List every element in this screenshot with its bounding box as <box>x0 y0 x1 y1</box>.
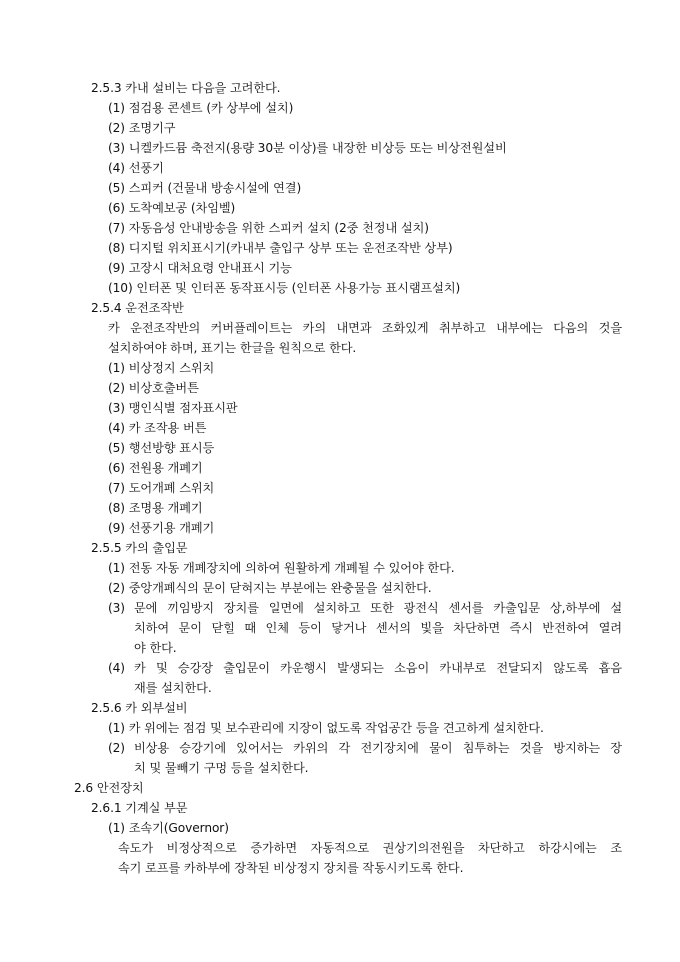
list-item-text: 비상용 승강기에 있어서는 카위의 각 전기장치에 물이 침투하는 것을 방지하는 장 <box>134 741 622 755</box>
list-item-text: 치하여 문이 닫힐 때 인체 등이 닿거나 센서의 빛을 차단하면 즉시 반전하여 열려 <box>134 621 622 635</box>
list-item: (3) 맹인식별 점자표시판 <box>108 401 238 415</box>
paragraph-line: 카 운전조작반의 커버플레이트는 카의 내면과 조화있게 취부하고 내부에는 다음의 것을 <box>108 321 622 335</box>
paragraph-line: 속기 로프를 카하부에 장착된 비상정지 장치를 작동시키도록 한다. <box>118 861 464 875</box>
list-item: (3) 니켈카드뮴 축전지(용량 30분 이상)를 내장한 비상등 또는 비상전원설비 <box>108 141 507 155</box>
list-item-number: (2) <box>108 741 125 755</box>
list-item: (9) 고장시 대처요령 안내표시 기능 <box>108 261 292 275</box>
list-item: (1) 점검용 콘센트 (카 상부에 설치) <box>108 101 294 115</box>
paragraph-line: 속도가 비정상적으로 증가하면 자동적으로 권상기의전원을 차단하고 하강시에는 조 <box>118 841 622 855</box>
list-item: (1) 카 위에는 점검 및 보수관리에 지장이 없도록 작업공간 등을 견고하게 설치한다. <box>108 721 544 735</box>
paragraph-line: 설치하여야 하며, 표기는 한글을 원칙으로 한다. <box>108 341 357 355</box>
list-item: (1) 전동 자동 개폐장치에 의하여 원활하게 개폐될 수 있어야 한다. <box>108 561 455 575</box>
list-item-number: (4) <box>108 661 125 675</box>
list-item: (1) 조속기(Governor) <box>108 821 229 835</box>
list-item: (7) 자동음성 안내방송을 위한 스피커 설치 (2중 천정내 설치) <box>108 221 429 235</box>
section-heading-2-5-4: 2.5.4 운전조작반 <box>91 301 184 315</box>
list-item: (2) 비상호출버튼 <box>108 381 199 395</box>
list-item: (5) 스피커 (건물내 방송시설에 연결) <box>108 181 302 195</box>
list-item: (6) 도착예보공 (차임벨) <box>108 201 236 215</box>
list-item: (7) 도어개폐 스위치 <box>108 481 215 495</box>
list-item: (10) 인터폰 및 인터폰 동작표시등 (인터폰 사용가능 표시램프설치) <box>108 281 461 295</box>
section-heading-2-6-1: 2.6.1 기계실 부문 <box>91 801 188 815</box>
list-item: (8) 조명용 개폐기 <box>108 501 203 515</box>
list-item: (6) 전원용 개폐기 <box>108 461 203 475</box>
list-item: (4) 선풍기 <box>108 161 164 175</box>
list-item: (5) 행선방향 표시등 <box>108 441 215 455</box>
list-item: (9) 선풍기용 개폐기 <box>108 521 215 535</box>
list-item-number: (3) <box>108 601 125 615</box>
list-item: (1) 비상정지 스위치 <box>108 361 215 375</box>
section-heading-2-6: 2.6 안전장치 <box>74 781 144 795</box>
list-item: (4) 카 조작용 버튼 <box>108 421 207 435</box>
list-item-text: 문에 끼임방지 장치를 일면에 설치하고 또한 광전식 센서를 카출입문 상,하부에 설 <box>134 601 622 615</box>
section-heading-2-5-5: 2.5.5 카의 출입문 <box>91 541 188 555</box>
section-heading-2-5-3: 2.5.3 카내 설비는 다음을 고려한다. <box>91 81 281 95</box>
list-item-text: 카 및 승강장 출입문이 카운행시 발생되는 소음이 카내부로 전달되지 않도록 흡음 <box>134 661 622 675</box>
list-item-text: 야 한다. <box>134 641 177 655</box>
list-item-text: 치 및 물빼기 구멍 등을 설치한다. <box>134 761 309 775</box>
list-item: (2) 중앙개폐식의 문이 닫혀지는 부분에는 완충물을 설치한다. <box>108 581 432 595</box>
section-heading-2-5-6: 2.5.6 카 외부설비 <box>91 701 188 715</box>
list-item-text: 재를 설치한다. <box>134 681 212 695</box>
list-item: (8) 디지털 위치표시기(카내부 출입구 상부 또는 운전조작반 상부) <box>108 241 453 255</box>
list-item: (2) 조명기구 <box>108 121 176 135</box>
